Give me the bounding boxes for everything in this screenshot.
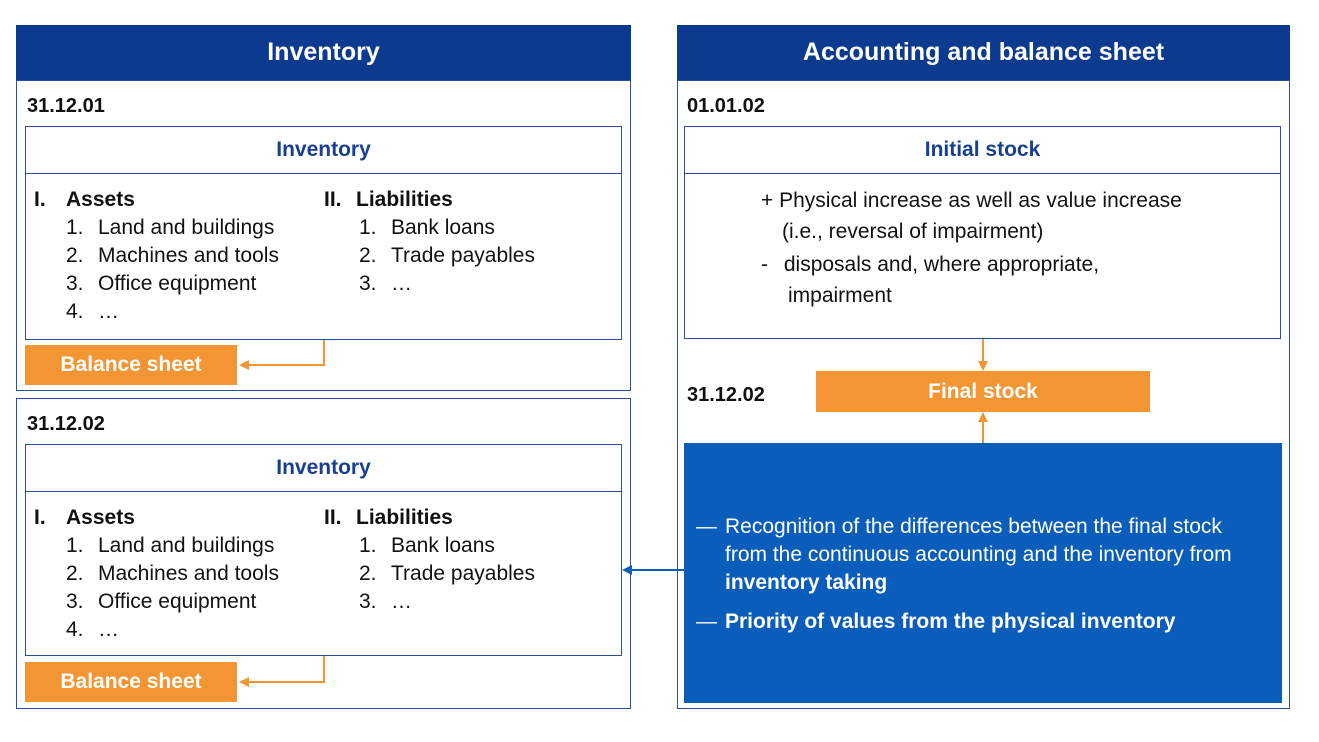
list-item: 1. Land and buildings bbox=[66, 216, 275, 239]
differences-note: — Recognition of the differences between the final stock from the continuous accounting and the inventory from inventory taking bbox=[696, 515, 1232, 594]
arrow-head bbox=[978, 361, 988, 371]
list-item: 2. Machines and tools bbox=[66, 562, 279, 585]
arrow-head bbox=[622, 565, 632, 575]
panel-date: 31.12.02 bbox=[27, 413, 105, 435]
minus-symbol: - bbox=[761, 253, 768, 276]
final-stock-label: Final stock bbox=[816, 371, 1150, 412]
list-item: 3. … bbox=[359, 590, 412, 613]
plus-symbol: + bbox=[761, 189, 774, 212]
increase-line-1: Physical increase as well as value increase bbox=[779, 189, 1182, 212]
decrease-line-1: disposals and, where appropriate, bbox=[783, 253, 1100, 276]
initial-stock-title: Initial stock bbox=[685, 127, 1280, 174]
list-item: 2. Trade payables bbox=[359, 562, 535, 585]
list-item: 4. … bbox=[66, 618, 119, 641]
connector-inventory-to-balance-2002 bbox=[244, 656, 324, 682]
liabilities-title: II. Liabilities bbox=[324, 188, 453, 211]
balance-sheet-label-2002: Balance sheet bbox=[25, 662, 237, 702]
accounting-header: Accounting and balance sheet bbox=[677, 25, 1290, 80]
liabilities-title: II. Liabilities bbox=[324, 506, 453, 529]
arrow-head bbox=[239, 360, 249, 370]
date-start: 01.01.02 bbox=[687, 95, 765, 117]
priority-note: — Priority of values from the physical inventory bbox=[696, 608, 1256, 636]
dash-icon: — bbox=[696, 515, 717, 538]
list-item: 3. Office equipment bbox=[66, 590, 257, 613]
inventory-header: Inventory bbox=[16, 25, 631, 80]
arrow-head bbox=[978, 412, 988, 422]
increase-line-2: (i.e., reversal of impairment) bbox=[782, 220, 1044, 243]
panel-date: 31.12.01 bbox=[27, 95, 105, 117]
list-item: 1. Land and buildings bbox=[66, 534, 275, 557]
balance-sheet-label-2001: Balance sheet bbox=[25, 345, 237, 385]
list-item: 3. Office equipment bbox=[66, 272, 257, 295]
list-item: 2. Machines and tools bbox=[66, 244, 279, 267]
arrow-head bbox=[239, 677, 249, 687]
date-end: 31.12.02 bbox=[687, 384, 765, 406]
list-item: 3. … bbox=[359, 272, 412, 295]
list-item: 2. Trade payables bbox=[359, 244, 535, 267]
inventory-box-title: Inventory bbox=[26, 445, 621, 492]
decrease-line-2: impairment bbox=[788, 284, 892, 307]
assets-title: I. Assets bbox=[34, 188, 135, 211]
connector-inventory-to-balance-2001 bbox=[244, 340, 324, 365]
list-item: 1. Bank loans bbox=[359, 216, 495, 239]
dash-icon: — bbox=[696, 610, 717, 633]
inventory-box-title: Inventory bbox=[26, 127, 621, 174]
list-item: 4. … bbox=[66, 300, 119, 323]
list-item: 1. Bank loans bbox=[359, 534, 495, 557]
assets-title: I. Assets bbox=[34, 506, 135, 529]
